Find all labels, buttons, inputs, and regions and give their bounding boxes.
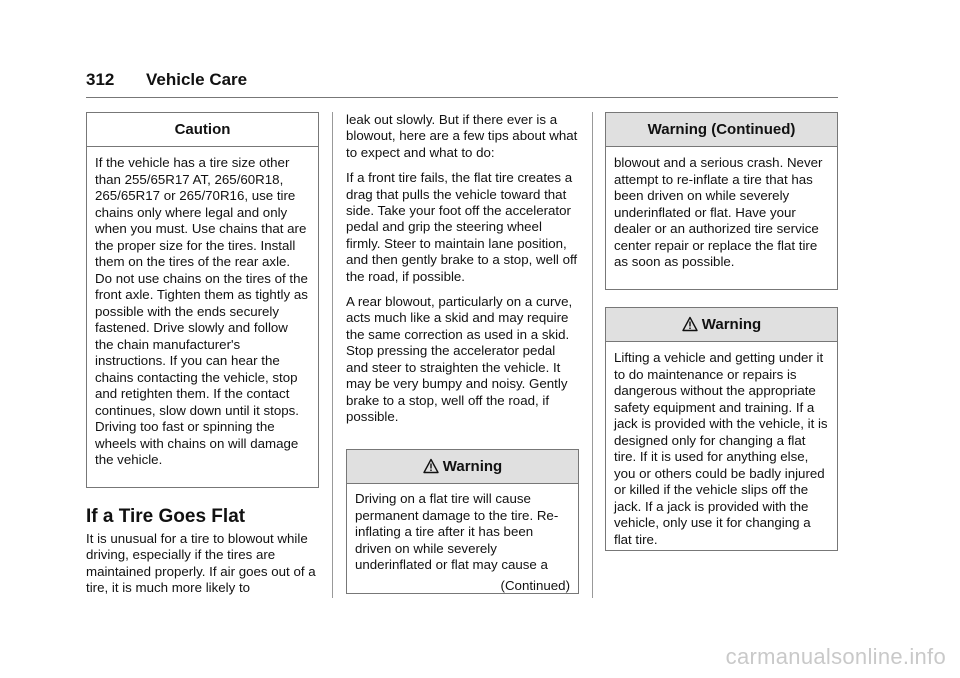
- warning-text: Driving on a flat tire will cause permanent damage to the tire. Re-inflating a tire after it has been driven on while severely underinflated or flat may cause a: [355, 491, 559, 572]
- warning-continued-title: Warning (Continued): [606, 113, 837, 147]
- warning-triangle-icon: [682, 311, 698, 344]
- warning-continued-text: blowout and a serious crash. Never attempt to re-inflate a tire that has been driven on while severely underinflated or flat. Have your dealer or an authorized tire service center repair or replace the flat tire as soon as possible.: [614, 155, 823, 269]
- column-divider-2: [592, 112, 593, 598]
- paragraph: A rear blowout, particularly on a curve, acts much like a skid and may require the same correction as used in a skid. Stop pressing the accelerator pedal and steer to straighten the vehicle. It may be very bumpy and noisy. Gently brake to a stop, well off the road, if possible.: [346, 294, 573, 424]
- caution-text: If the vehicle has a tire size other than 255/65R17 AT, 265/60R18, 265/65R17 or 265/70R16, use tire chains only where legal and only when you must. Use chains that are the proper size for the tires. Install them on the tires of the rear axle. Do not use chains on the tires of the front axle. Tighten them as tightly as possible with the ends securely fastened. Drive slowly and follow the chain manufacturer's instructions. If you can hear the chains contacting the vehicle, stop and retighten them. If the contact continues, slow down until it stops. Driving too fast or spinning the wheels with chains on will damage the vehicle.: [95, 155, 308, 467]
- warning-title-text: Warning: [442, 458, 503, 475]
- section-title: Vehicle Care: [146, 70, 248, 89]
- column-2-text: [346, 112, 580, 434]
- caution-box: [86, 112, 319, 488]
- caution-title: Caution: [87, 113, 318, 147]
- paragraph: leak out slowly. But if there ever is a blowout, here are a few tips about what to expect and what to do:: [346, 112, 578, 160]
- flat-tire-intro: [86, 531, 324, 606]
- warning-triangle-icon: [423, 453, 439, 486]
- warning-continued-box: [605, 112, 838, 290]
- warning-box-2: [605, 307, 838, 551]
- warning-title: [347, 450, 578, 484]
- header-rule: [86, 97, 838, 98]
- column-divider-1: [332, 112, 333, 598]
- page-number: 312: [86, 70, 115, 89]
- warning-text: Lifting a vehicle and getting under it to do maintenance or repairs is dangerous without the appropriate safety equipment and training. If a jack is provided with the vehicle, it is designed only for changing a flat tire. If it is used for anything else, you or others could be badly injured or killed if the vehicle slips off the jack. If a jack is provided with the vehicle, only use it for changing a flat tire.: [614, 350, 828, 547]
- paragraph: If a front tire fails, the flat tire creates a drag that pulls the vehicle toward that side. Take your foot off the accelerator pedal and grip the steering wheel firmly. Steer to maintain lane position, and then gently brake to a stop, well off the road, if possible.: [346, 170, 578, 284]
- page-header: [86, 70, 247, 90]
- warning-title: [606, 308, 837, 342]
- continued-label: (Continued): [500, 577, 570, 593]
- paragraph: It is unusual for a tire to blowout while driving, especially if the tires are maintained properly. If air goes out of a tire, it is much more likely to: [86, 531, 316, 596]
- watermark: carmanualsonline.info: [725, 644, 946, 669]
- section-heading: If a Tire Goes Flat: [86, 506, 246, 527]
- warning-box-1: [346, 449, 579, 594]
- warning-title-text: Warning: [701, 316, 762, 333]
- warning-box-1-body: [347, 484, 578, 602]
